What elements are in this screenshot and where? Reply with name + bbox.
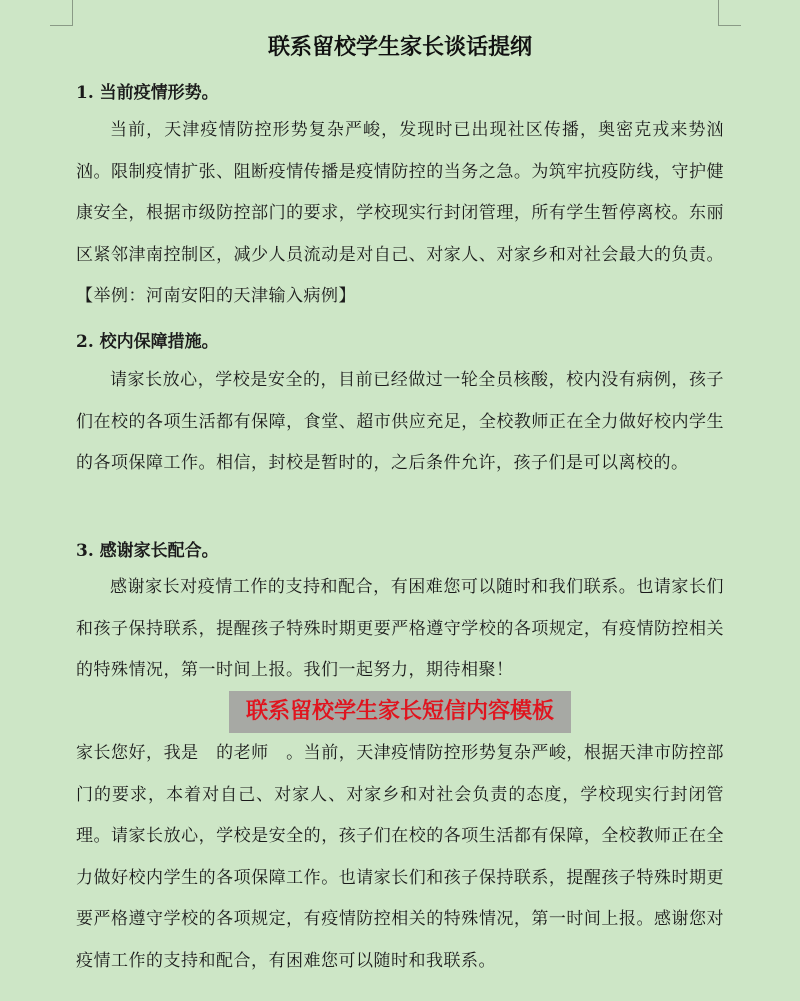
crop-mark-top-right [718, 0, 741, 26]
sms-template-body: 家长您好，我是 的老师 。当前，天津疫情防控形势复杂严峻，根据天津市防控部门的要求，本着对自己、对家人、对家乡和对社会负责的态度，学校现实行封闭管理。请家长放心，学校是安全的，孩子们在校的各项生活都有保障，全校教师正在全力做好校内学生的各项保障工作。也请家长们和孩子保持联系，提醒孩子特殊时期更要严格遵守学校的各项规定，有疫情防控相关的特殊情况，第一时间上报。感谢您对疫情工作的支持和配合，有困难您可以随时和我联系。 [76, 743, 724, 971]
section-3-body: 感谢家长对疫情工作的支持和配合，有困难您可以随时和我们联系。也请家长们和孩子保持联系，提醒孩子特殊时期更要严格遵守学校的各项规定，有疫情防控相关的特殊情况，第一时间上报。我们一起努力，期待相聚！ [76, 577, 724, 680]
document-title: 联系留校学生家长谈话提纲 [267, 35, 532, 60]
section-2-heading: 2. 校内保障措施。 [76, 332, 219, 352]
section-1-heading: 1. 当前疫情形势。 [76, 83, 219, 103]
section-2-body: 请家长放心，学校是安全的，目前已经做过一轮全员核酸，校内没有病例，孩子们在校的各项生活都有保障，食堂、超市供应充足，全校教师正在全力做好校内学生的各项保障工作。相信，封校是暂时的，之后条件允许，孩子们是可以离校的。 [76, 370, 724, 473]
sms-template-title: 联系留校学生家长短信内容模板 [245, 699, 554, 724]
section-1-body: 当前，天津疫情防控形势复杂严峻，发现时已出现社区传播，奥密克戎来势汹汹。限制疫情扩张、阻断疫情传播是疫情防控的当务之急。为筑牢抗疫防线，守护健康安全，根据市级防控部门的要求，学校现实行封闭管理，所有学生暂停离校。东丽区紧邻津南控制区，减少人员流动是对自己、对家人、对家乡和对社会最大的负责。【举例：河南安阳的天津输入病例】 [76, 120, 724, 306]
sms-title-highlight [229, 691, 571, 733]
section-3-heading: 3. 感谢家长配合。 [76, 541, 219, 561]
crop-mark-top-left [50, 0, 73, 26]
